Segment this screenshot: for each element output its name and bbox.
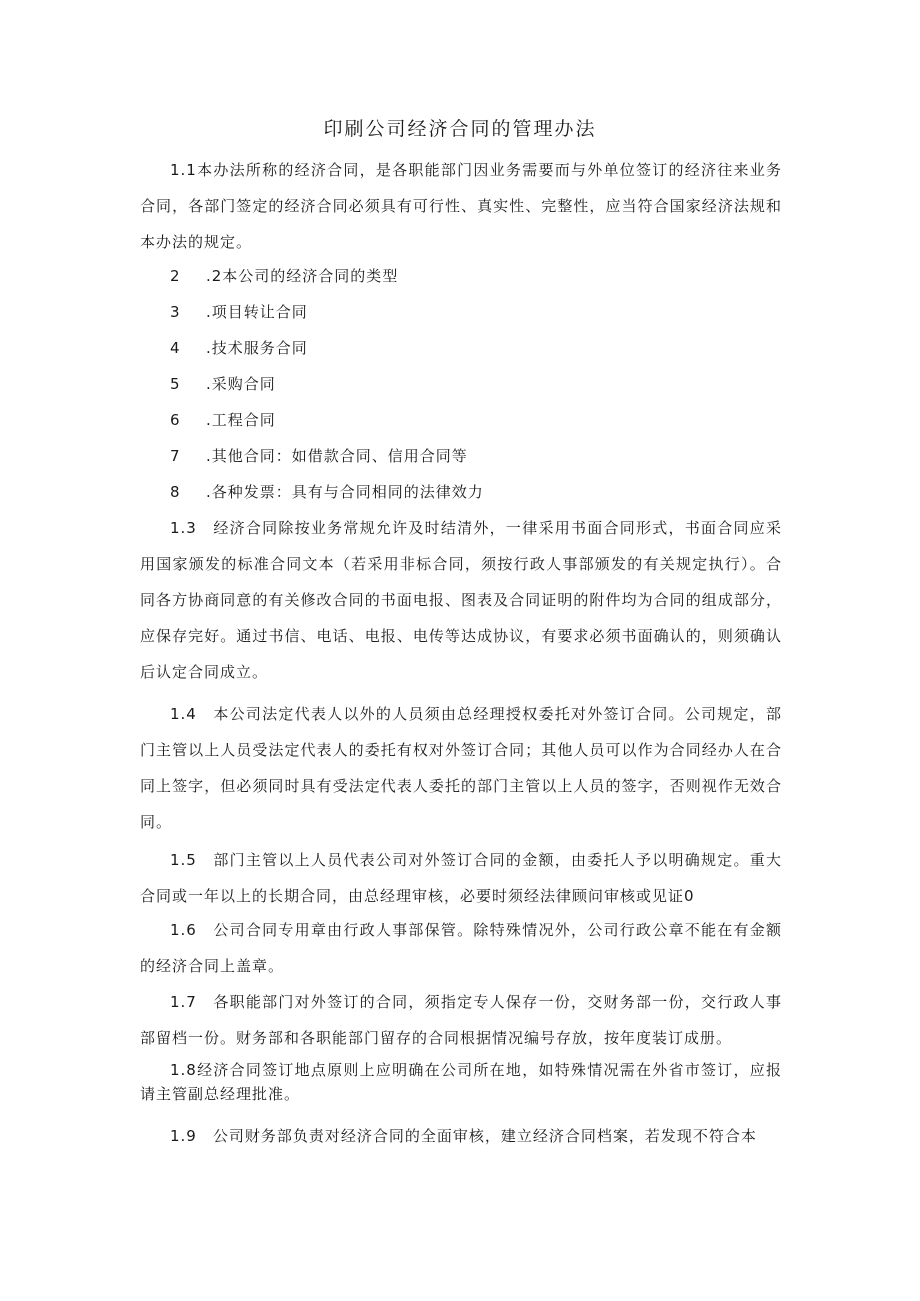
list-item-text: .工程合同 xyxy=(206,411,276,429)
list-item xyxy=(170,410,276,430)
list-item-number: 5 xyxy=(170,375,181,393)
page-title: 印刷公司经济合同的管理办法 xyxy=(323,118,597,140)
paragraph-1-4: 1.4 本公司法定代表人以外的人员须由总经理授权委托对外签订合同。公司规定，部门主管以上人员受法定代表人的委托有权对外签订合同；其他人员可以作为合同经办人在合同上签字，但必须同时具有受法定代表人委托的部门主管以上人员的签字，否则视作无效合同。 xyxy=(140,705,782,831)
list-item-text: .项目转让合同 xyxy=(206,303,308,321)
list-item-text: .其他合同：如借款合同、信用合同等 xyxy=(206,447,468,465)
list-item-number: 6 xyxy=(170,411,181,429)
list-item-number: 8 xyxy=(170,483,181,501)
list-item xyxy=(170,374,276,394)
list-item-number: 3 xyxy=(170,303,181,321)
paragraph-1-1: 1.1本办法所称的经济合同，是各职能部门因业务需要而与外单位签订的经济往来业务合同，各部门签定的经济合同必须具有可行性、真实性、完整性，应当符合国家经济法规和本办法的规定。 xyxy=(140,161,782,251)
paragraph-1-6: 1.6 公司合同专用章由行政人事部保管。除特殊情况外，公司行政公章不能在有金额的经济合同上盖章。 xyxy=(140,921,782,975)
paragraph-1-5: 1.5 部门主管以上人员代表公司对外签订合同的金额，由委托人予以明确规定。重大合同或一年以上的长期合同，由总经理审核，必要时须经法律顾问审核或见证0 xyxy=(140,851,782,905)
list-item xyxy=(170,482,484,502)
list-item-number: 7 xyxy=(170,447,181,465)
list-item xyxy=(170,302,308,322)
paragraph-1-9: 1.9 公司财务部负责对经济合同的全面审核，建立经济合同档案，若发现不符合本 xyxy=(170,1127,757,1145)
list-item-number: 2 xyxy=(170,267,181,285)
list-item xyxy=(170,446,468,466)
list-item-text: .2本公司的经济合同的类型 xyxy=(206,267,399,285)
list-item-number: 4 xyxy=(170,339,181,357)
paragraph-1-7: 1.7 各职能部门对外签订的合同，须指定专人保存一份，交财务部一份，交行政人事部留档一份。财务部和各职能部门留存的合同根据情况编号存放，按年度装订成册。 xyxy=(140,993,782,1047)
list-item-text: .技术服务合同 xyxy=(206,339,308,357)
list-item-text: .各种发票：具有与合同相同的法律效力 xyxy=(206,483,484,501)
list-item-text: .采购合同 xyxy=(206,375,276,393)
paragraph-1-3: 1.3 经济合同除按业务常规允许及时结清外，一律采用书面合同形式，书面合同应采用国家颁发的标准合同文本（若采用非标合同，须按行政人事部颁发的有关规定执行）。合同各方协商同意的有关修改合同的书面电报、图表及合同证明的附件均为合同的组成部分，应保存完好。通过书信、电话、电报、电传等达成协议，有要求必须书面确认的，则须确认后认定合同成立。 xyxy=(140,519,782,681)
list-item xyxy=(170,266,398,286)
paragraph-1-8: 1.8经济合同签订地点原则上应明确在公司所在地，如特殊情况需在外省市签订，应报请主管副总经理批准。 xyxy=(140,1061,782,1103)
list-item xyxy=(170,338,308,358)
